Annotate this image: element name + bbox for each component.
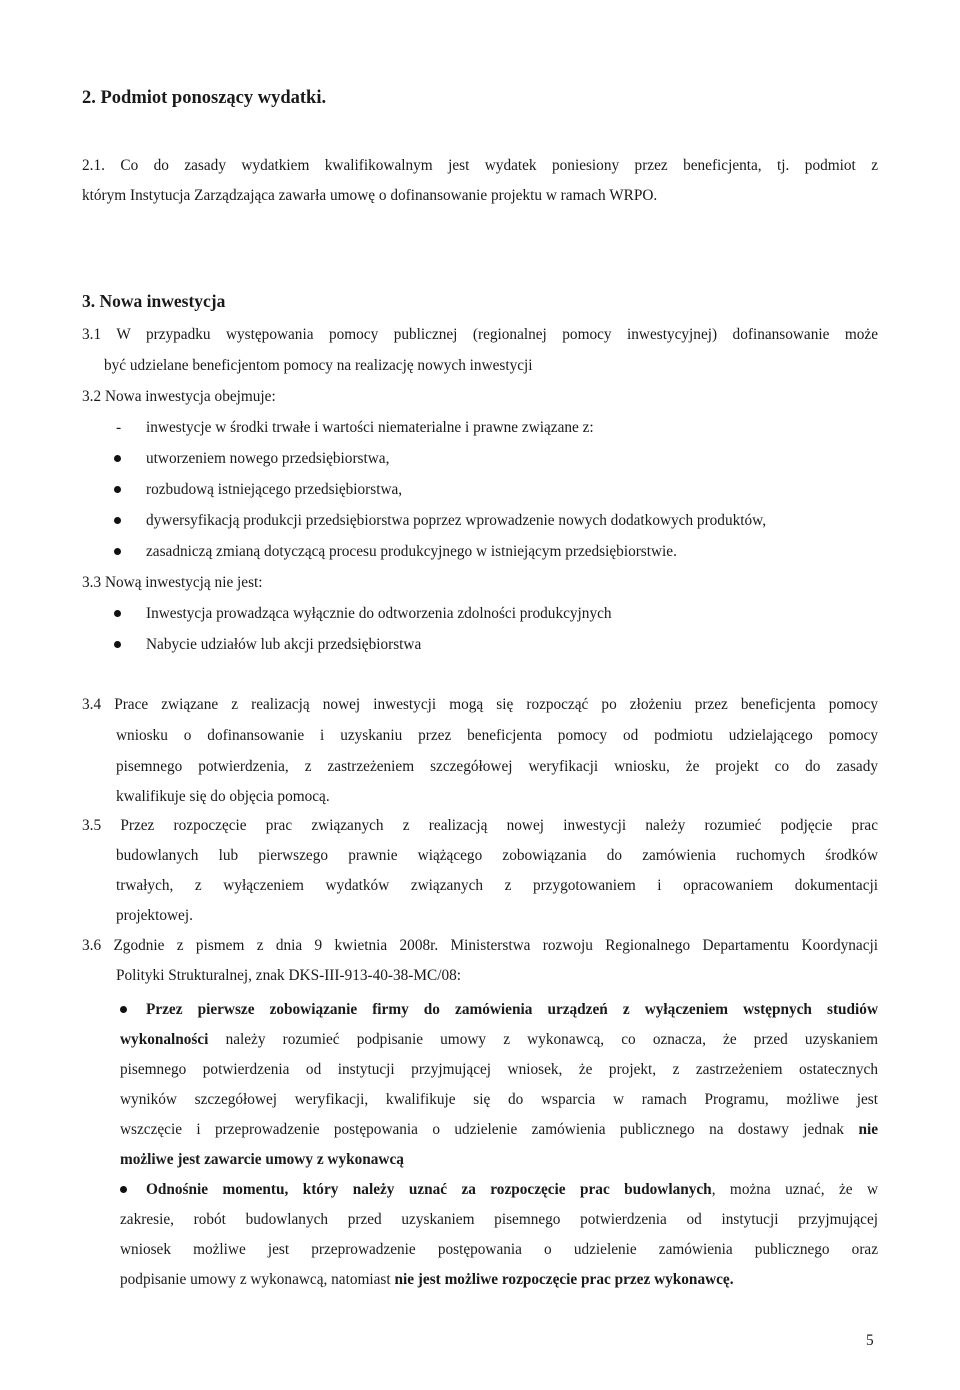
bullet-b-line-1: Odnośnie momentu, który należy uznać za rozpoczęcie prac budowlanych, można uznać, że w — [146, 1181, 879, 1198]
paragraph-3-4-line-1: 3.4 Prace związane z realizacją nowej inwestycji mogą się rozpocząć po złożeniu przez beneficjenta pomocy — [82, 696, 878, 713]
paragraph-3-4-line-3: pisemnego potwierdzenia, z zastrzeżeniem szczegółowej weryfikacji wniosku, że projekt co do zasady — [116, 758, 878, 775]
bullet-a-line-1: Przez pierwsze zobowiązanie firmy do zamówienia urządzeń z wyłączeniem wstępnych studiów — [146, 1001, 878, 1018]
bullet-icon — [114, 641, 121, 648]
bullet-a-line-4: wyników szczegółowej weryfikacji, kwalifikuje się do wsparcia w ramach Programu, możliwe jest — [120, 1091, 878, 1108]
paragraph-3-2-intro: 3.2 Nowa inwestycja obejmuje: — [82, 388, 276, 405]
bullet-a-line-5: wszczęcie i przeprowadzenie postępowania o udzielenie zamówienia publicznego na dostawy jednak nie — [120, 1121, 878, 1138]
section-heading-2: 2. Podmiot ponoszący wydatki. — [82, 88, 327, 108]
paragraph-3-2-dash-text: inwestycje w środki trwałe i wartości niematerialne i prawne związane z: — [146, 419, 594, 436]
paragraph-2-1-line-2: którym Instytucja Zarządzająca zawarła umowę o dofinansowanie projektu w ramach WRPO. — [82, 187, 658, 204]
paragraph-3-4-line-2: wniosku o dofinansowanie i uzyskaniu przez beneficjenta pomocy od podmiotu udzielającego pomocy — [116, 727, 878, 744]
bullet-a-line-2: wykonalności należy rozumieć podpisanie umowy z wykonawcą, co oznacza, że przed uzyskaniem — [120, 1031, 878, 1048]
list-item: dywersyfikacją produkcji przedsiębiorstwa poprzez wprowadzenie nowych dodatkowych produktów, — [146, 512, 767, 529]
paragraph-3-1-line-2: być udzielane beneficjentom pomocy na realizację nowych inwestycji — [104, 357, 533, 374]
list-item: rozbudową istniejącego przedsiębiorstwa, — [146, 481, 403, 498]
list-item: utworzeniem nowego przedsiębiorstwa, — [146, 450, 390, 467]
bullet-a-line-3: pisemnego potwierdzenia od instytucji przyjmującej wniosek, że projekt, z zastrzeżeniem ostatecznych — [120, 1061, 878, 1078]
bullet-icon — [114, 455, 121, 462]
bullet-icon — [114, 548, 121, 555]
paragraph-3-5-line-2: budowlanych lub pierwszego prawnie wiążącego zobowiązania do zamówienia ruchomych środków — [116, 847, 878, 864]
paragraph-3-4-line-4: kwalifikuje się do objęcia pomocą. — [116, 788, 330, 805]
bullet-b-line-2: zakresie, robót budowlanych przed uzyskaniem pisemnego potwierdzenia od instytucji przyjmującej — [120, 1211, 878, 1228]
list-item: Inwestycja prowadząca wyłącznie do odtworzenia zdolności produkcyjnych — [146, 605, 612, 622]
bullet-icon — [114, 486, 121, 493]
paragraph-3-5-line-1: 3.5 Przez rozpoczęcie prac związanych z realizacją nowej inwestycji należy rozumieć podjęcie prac — [82, 817, 878, 834]
bullet-b-line-4: podpisanie umowy z wykonawcą, natomiast nie jest możliwe rozpoczęcie prac przez wykonawcę. — [120, 1271, 734, 1288]
bullet-a-line-6: możliwe jest zawarcie umowy z wykonawcą — [120, 1151, 404, 1168]
page-number: 5 — [866, 1332, 874, 1349]
bullet-icon — [120, 1006, 127, 1013]
paragraph-2-1-line-1: 2.1. Co do zasady wydatkiem kwalifikowalnym jest wydatek poniesiony przez beneficjenta, tj. podmiot z — [82, 157, 878, 174]
list-item: Nabycie udziałów lub akcji przedsiębiorstwa — [146, 636, 422, 653]
bullet-icon — [114, 517, 121, 524]
paragraph-3-1-line-1: 3.1 W przypadku występowania pomocy publicznej (regionalnej pomocy inwestycyjnej) dofinansowanie może — [82, 326, 878, 343]
paragraph-3-5-line-4: projektowej. — [116, 907, 193, 924]
bullet-icon — [114, 610, 121, 617]
paragraph-3-3-intro: 3.3 Nową inwestycją nie jest: — [82, 574, 263, 591]
paragraph-3-6-line-1: 3.6 Zgodnie z pismem z dnia 9 kwietnia 2008r. Ministerstwa rozwoju Regionalnego Departamentu Koordynacji — [82, 937, 878, 954]
section-heading-3: 3. Nowa inwestycja — [82, 291, 226, 311]
paragraph-3-5-line-3: trwałych, z wyłączeniem wydatków związanych z przygotowaniem i opracowaniem dokumentacji — [116, 877, 878, 894]
list-dash: - — [116, 419, 122, 436]
bullet-b-line-3: wniosek możliwe jest przeprowadzenie postępowania o udzielenie zamówienia publicznego oraz — [120, 1241, 878, 1258]
paragraph-3-6-line-2: Polityki Strukturalnej, znak DKS-III-913-40-38-MC/08: — [116, 967, 461, 984]
bullet-icon — [120, 1186, 127, 1193]
list-item: zasadniczą zmianą dotyczącą procesu produkcyjnego w istniejącym przedsiębiorstwie. — [146, 543, 677, 560]
